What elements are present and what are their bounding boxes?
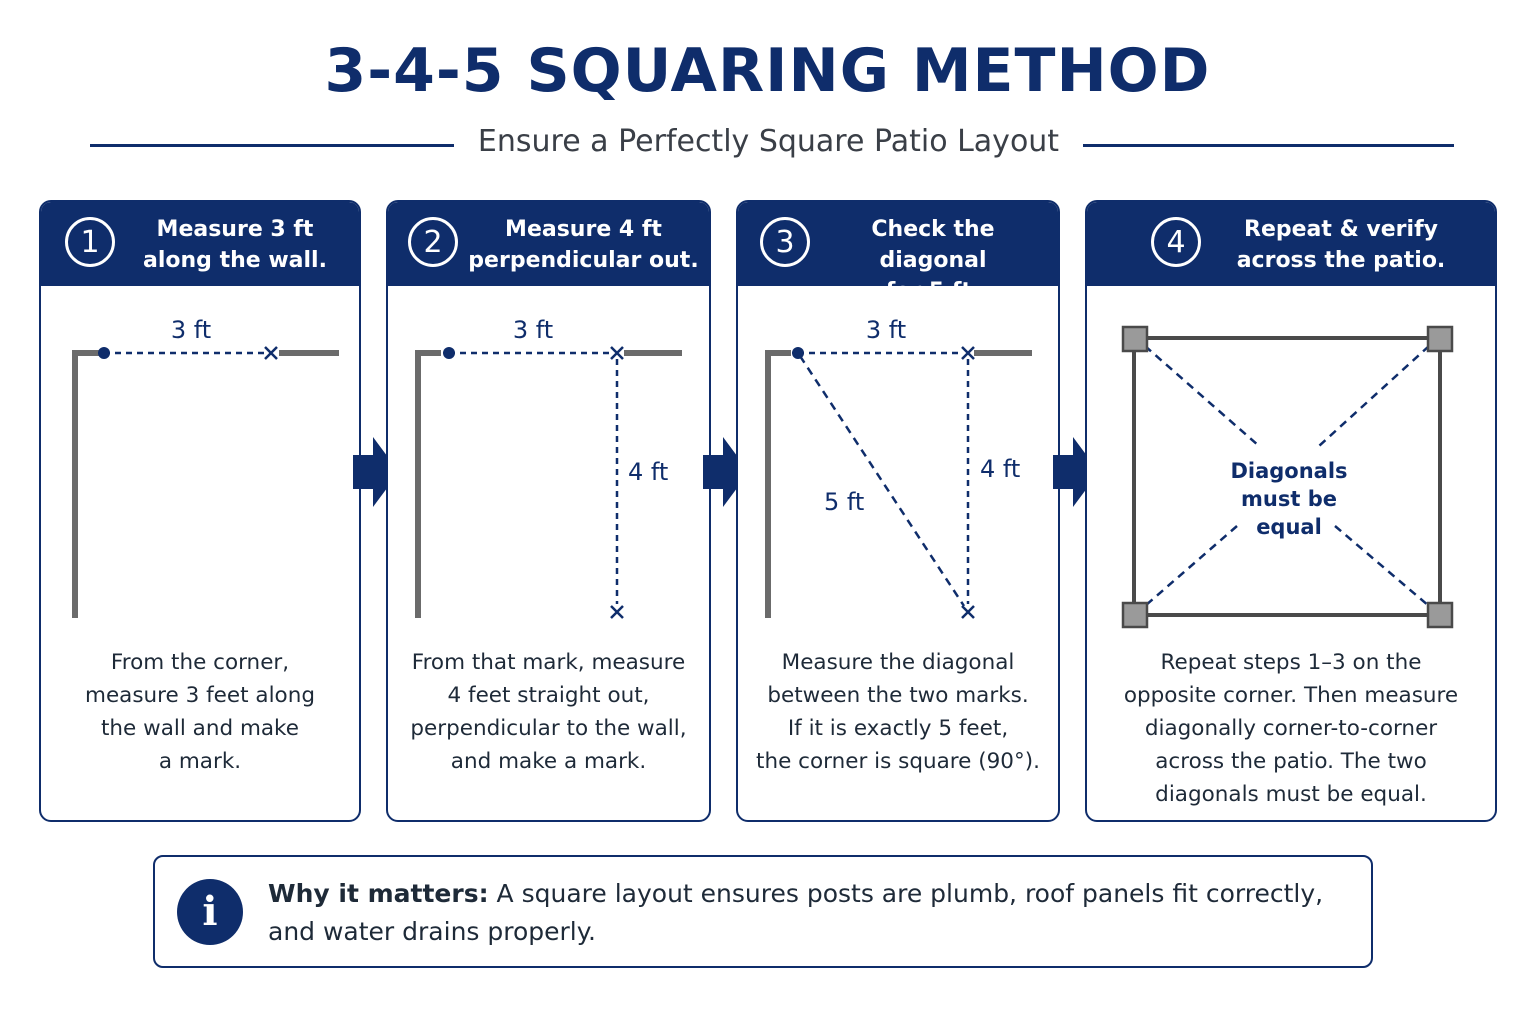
label-3ft: 3 ft <box>865 316 907 344</box>
wall-corner <box>768 353 791 618</box>
step-desc-3: Measure the diagonal between the two marks. If it is exactly 5 feet, the corner is square (90°). <box>756 650 1040 774</box>
step-title-4: Repeat & verify across the patio. <box>1236 217 1446 273</box>
corner-point-dot <box>443 347 455 359</box>
diagonal-line <box>1145 346 1259 446</box>
step-title-3: Check the diagonal for 5 ft. <box>871 217 995 304</box>
label-4ft: 4 ft <box>628 458 669 486</box>
diagonal-line <box>1335 526 1429 606</box>
diagonals-label-line2: must be <box>1241 487 1337 511</box>
mark-x-icon <box>962 606 974 618</box>
diagonals-label-line3: equal <box>1256 515 1322 539</box>
corner-post <box>1428 327 1452 351</box>
step-header-4 <box>1087 202 1495 286</box>
info-lead: Why it matters: <box>268 879 489 908</box>
step-card-2 <box>386 200 711 822</box>
corner-post <box>1123 327 1147 351</box>
step-header-1 <box>41 202 359 286</box>
step-diagram-4 <box>1087 286 1495 636</box>
step-desc-1: From the corner, measure 3 feet along the wall and make a mark. <box>85 650 315 774</box>
diagonal-line <box>1319 346 1429 446</box>
step-card-4 <box>1085 200 1497 822</box>
label-4ft: 4 ft <box>980 455 1021 483</box>
wall-corner <box>75 353 99 618</box>
corner-point-dot <box>98 347 110 359</box>
step-header-3 <box>738 202 1058 304</box>
step-diagram-2 <box>388 286 708 636</box>
corner-post <box>1428 603 1452 627</box>
step-number-3: 3 <box>760 217 810 267</box>
info-body: A square layout ensures posts are plumb, roof panels fit correctly, <box>496 879 1324 908</box>
label-3ft: 3 ft <box>512 316 554 344</box>
info-icon: i <box>177 879 243 945</box>
step-desc-2: From that mark, measure 4 feet straight out, perpendicular to the wall, and make a mark. <box>410 650 687 774</box>
step-number-4: 4 <box>1151 217 1201 267</box>
label-3ft: 3 ft <box>170 316 212 344</box>
corner-post <box>1123 603 1147 627</box>
mark-x-icon <box>611 606 623 618</box>
step-diagram-3 <box>738 286 1058 636</box>
step-number-2: 2 <box>408 217 458 267</box>
mark-x-icon <box>611 347 623 359</box>
info-body-line2: and water drains properly. <box>268 917 596 946</box>
page-title: 3-4-5 SQUARING METHOD <box>324 36 1211 106</box>
step-diagram-1 <box>41 286 359 636</box>
subtitle-rule-right <box>1083 144 1454 147</box>
info-text <box>268 875 1328 951</box>
label-5ft: 5 ft <box>824 488 865 516</box>
diagonals-label-line1: Diagonals <box>1230 459 1348 483</box>
wall-corner <box>418 353 441 618</box>
mark-x-icon <box>962 347 974 359</box>
step-number-1: 1 <box>65 217 115 267</box>
step-title-1: Measure 3 ft along the wall. <box>143 217 327 273</box>
step-desc-4: Repeat steps 1–3 on the opposite corner. Then measure diagonally corner-to-corner across the patio. The two diagonals must be equal. <box>1123 650 1459 807</box>
step-card-3 <box>736 200 1060 822</box>
corner-point-dot <box>792 347 804 359</box>
subtitle-row <box>90 124 1454 168</box>
info-callout <box>153 855 1373 968</box>
mark-x-icon <box>265 347 277 359</box>
diagonal-line <box>1145 526 1237 606</box>
subtitle-rule-left <box>90 144 454 147</box>
diagonal-5ft-line <box>800 356 964 606</box>
step-title-2: Measure 4 ft perpendicular out. <box>468 217 699 273</box>
step-card-1 <box>39 200 361 822</box>
page-subtitle: Ensure a Perfectly Square Patio Layout <box>477 124 1060 159</box>
step-header-2 <box>388 202 709 286</box>
